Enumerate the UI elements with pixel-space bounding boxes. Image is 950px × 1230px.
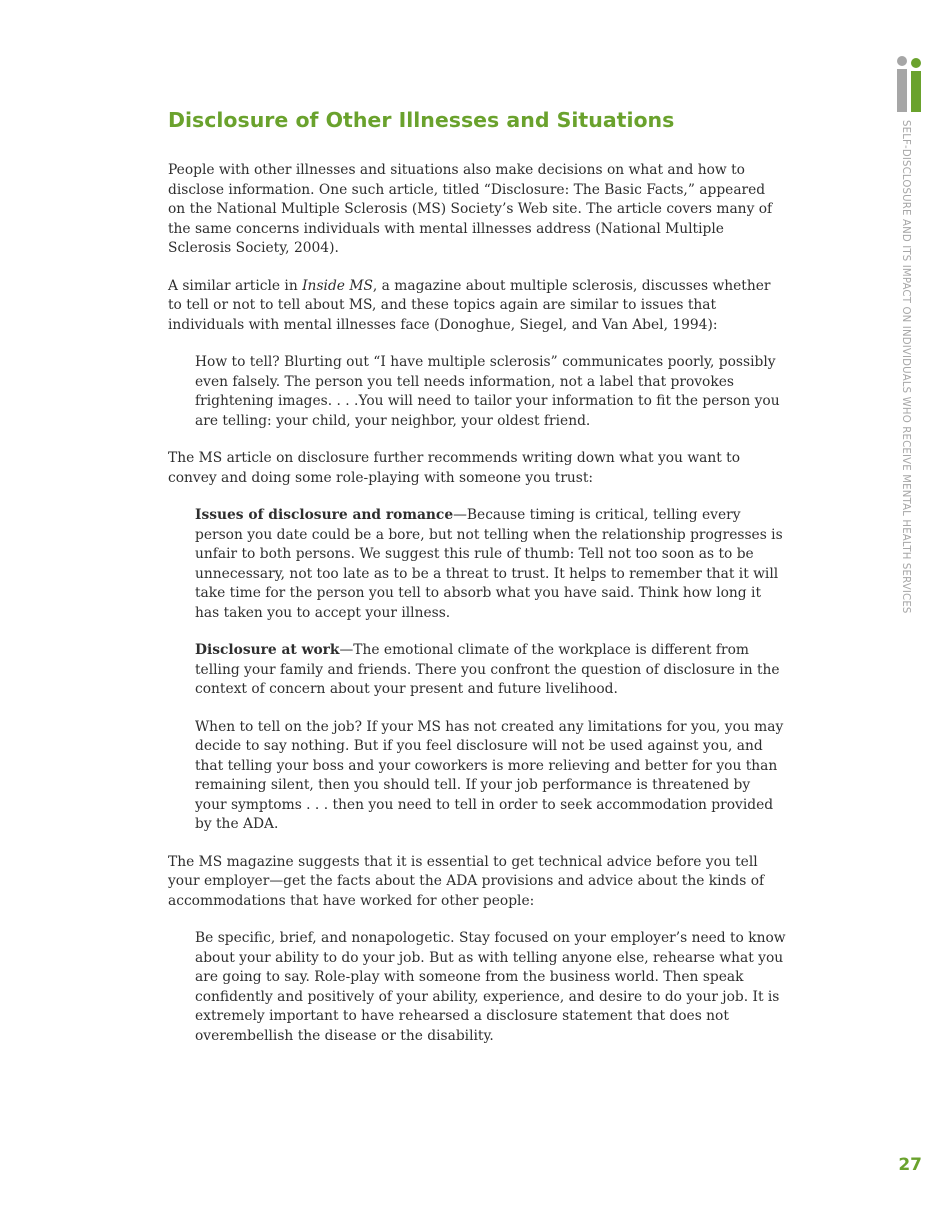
block-quote: How to tell? Blurting out “I have multiple sclerosis” communicates poorly, possibly even falsely. The person you tell needs information, not a label that provokes frightening images. . . .You will need to tailor your information to fit the person you are telling: your child, your neighbor, your oldest friend.	[195, 354, 780, 429]
block-quote: When to tell on the job? If your MS has not created any limitations for you, you may decide to say nothing. But if you feel disclosure will not be used against you, and that telling your boss and your coworkers is more relieving and better for you than remaining silent, then you should tell. If your job performance is threatened by your symptoms . . . then you need to tell in order to seek accommodation provided by the ADA.	[195, 718, 784, 832]
text-run: A similar article in	[168, 277, 303, 294]
block-quote	[168, 641, 786, 700]
section-heading: Disclosure of Other Illnesses and Situations	[168, 108, 675, 132]
text-run: , a magazine about multiple sclerosis, discusses whether to tell or not to tell about MS, and these topics again are similar to issues that individuals with mental illnesses face (Donoghue, Siegel, and Van Abel, 1994):	[168, 277, 771, 333]
paragraph: People with other illnesses and situations also make decisions on what and how to disclose information. One such article, titled “Disclosure: The Basic Facts,” appeared on the National Multiple Sclerosis (MS) Society’s Web site. The article covers many of the same concerns individuals with mental illnesses address (National Multiple Sclerosis Society, 2004).	[168, 162, 773, 256]
block-quote: Be specific, brief, and nonapologetic. Stay focused on your employer’s need to know about your ability to do your job. But as with telling anyone else, rehearse what you are going to say. Role-play with someone from the business world. Then speak confidently and positively of your ability, experience, and desire to do your job. It is extremely important to have rehearsed a disclosure statement that does not overembellish the disease or the disability.	[195, 930, 786, 1044]
block-quote	[168, 506, 786, 623]
two-people-icon	[895, 56, 925, 112]
paragraph	[168, 277, 786, 336]
paragraph: The MS magazine suggests that it is essential to get technical advice before you tell your employer—get the facts about the ADA provisions and advice about the kinds of accommodations that have worked for other people:	[168, 853, 765, 909]
running-header: SELF-DISCLOSURE AND ITS IMPACT ON INDIVIDUALS WHO RECEIVE MENTAL HEALTH SERVICES	[900, 120, 911, 614]
article-body	[168, 106, 786, 1064]
quote-lead: Disclosure at work	[195, 642, 340, 658]
quote-lead: Issues of disclosure and romance	[195, 507, 454, 523]
text-run: —Because timing is critical, telling every person you date could be a bore, but not telling when the relationship progresses is unfair to both persons. We suggest this rule of thumb: Tell not too soon as to be unnecessary, not too late as to be a threat to trust. It helps to remember that it will take time for the person you tell to absorb what you have said. Think how long it has taken you to accept your illness.	[195, 507, 783, 621]
publication-title: Inside MS	[302, 277, 373, 294]
text-run: —The emotional climate of the workplace is different from telling your family and friends. There you confront the question of disclosure in the context of concern about your present and future livelihood.	[195, 642, 780, 697]
page-number: 27	[898, 1155, 922, 1175]
paragraph: The MS article on disclosure further recommends writing down what you want to convey and doing some role-playing with someone you trust:	[168, 450, 741, 486]
